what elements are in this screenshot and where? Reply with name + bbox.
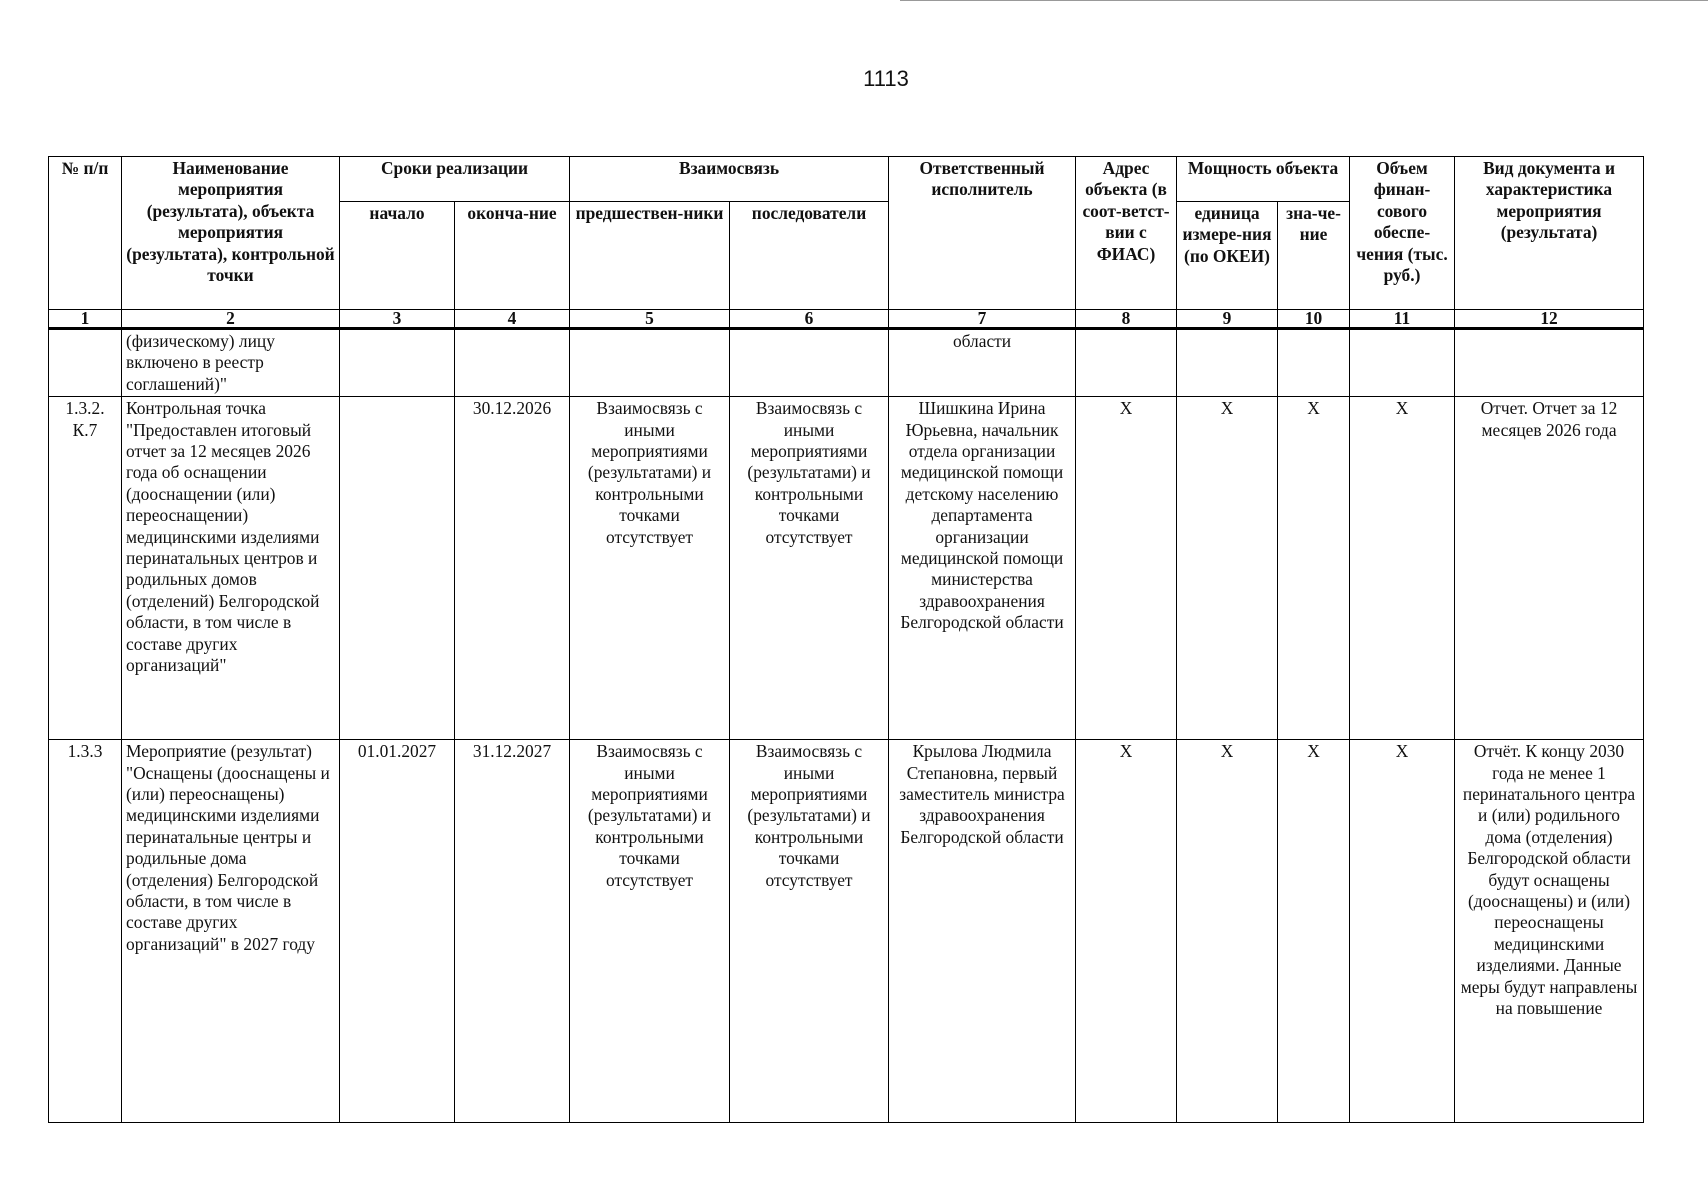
column-number: 4 xyxy=(455,310,570,329)
cell-unit xyxy=(1177,329,1278,397)
cell-responsible: области xyxy=(889,329,1076,397)
cell-name: (физическому) лицу включено в реестр соглашений)" xyxy=(122,329,340,397)
cell-num: 1.3.2. К.7 xyxy=(49,397,122,740)
cell-doc: Отчет. Отчет за 12 месяцев 2026 года xyxy=(1455,397,1644,740)
cell-prev: Взаимосвязь с иными мероприятиями (результатами) и контрольными точками отсутствует xyxy=(570,740,730,1123)
column-number: 7 xyxy=(889,310,1076,329)
cell-num xyxy=(49,329,122,397)
activity-plan-table xyxy=(48,156,1644,1123)
header-terms: Сроки реализации xyxy=(340,157,570,202)
column-number: 8 xyxy=(1076,310,1177,329)
scan-top-rule xyxy=(900,0,1708,1)
cell-start: 01.01.2027 xyxy=(340,740,455,1123)
header-relation-prev: предшествен-ники xyxy=(570,202,730,310)
cell-doc: Отчёт. К концу 2030 года не менее 1 перинатального центра и (или) родильного дома (отделения) Белгородской области будут оснащены (дооснащены) и (или) переоснащены медицинскими изделиями. Данные меры будут направлены на повышение xyxy=(1455,740,1644,1123)
cell-doc xyxy=(1455,329,1644,397)
table-row xyxy=(49,329,1644,397)
cell-value: X xyxy=(1278,397,1350,740)
column-number: 11 xyxy=(1350,310,1455,329)
header-doc: Вид документа и характеристика мероприятия (результата) xyxy=(1455,157,1644,310)
column-number: 12 xyxy=(1455,310,1644,329)
header-capacity-value: зна-че-ние xyxy=(1278,202,1350,310)
cell-financing: X xyxy=(1350,397,1455,740)
column-number: 10 xyxy=(1278,310,1350,329)
header-row xyxy=(49,157,1644,202)
column-number: 2 xyxy=(122,310,340,329)
header-name: Наименование мероприятия (результата), объекта мероприятия (результата), контрольной точки xyxy=(122,157,340,310)
cell-address: X xyxy=(1076,397,1177,740)
cell-address: X xyxy=(1076,740,1177,1123)
column-number: 5 xyxy=(570,310,730,329)
column-number: 9 xyxy=(1177,310,1278,329)
cell-name: Мероприятие (результат) "Оснащены (дооснащены и (или) переоснащены) медицинскими изделиями перинатальные центры и родильные дома (отделения) Белгородской области, в том числе в составе других организаций" в 2027 году xyxy=(122,740,340,1123)
column-number: 6 xyxy=(730,310,889,329)
header-capacity: Мощность объекта xyxy=(1177,157,1350,202)
cell-value: X xyxy=(1278,740,1350,1123)
cell-value xyxy=(1278,329,1350,397)
table-row xyxy=(49,740,1644,1123)
header-terms-end: оконча-ние xyxy=(455,202,570,310)
cell-prev xyxy=(570,329,730,397)
cell-prev: Взаимосвязь с иными мероприятиями (результатами) и контрольными точками отсутствует xyxy=(570,397,730,740)
cell-name: Контрольная точка "Предоставлен итоговый отчет за 12 месяцев 2026 года об оснащении (дооснащении (или) переоснащении) медицинскими изделиями перинатальных центров и родильных домов (отделений) Белгородской области, в том числе в составе других организаций" xyxy=(122,397,340,740)
table-row xyxy=(49,397,1644,740)
header-terms-start: начало xyxy=(340,202,455,310)
cell-start xyxy=(340,397,455,740)
header-responsible: Ответственный исполнитель xyxy=(889,157,1076,310)
cell-end xyxy=(455,329,570,397)
cell-end: 30.12.2026 xyxy=(455,397,570,740)
cell-financing: X xyxy=(1350,740,1455,1123)
cell-start xyxy=(340,329,455,397)
header-relation: Взаимосвязь xyxy=(570,157,889,202)
cell-address xyxy=(1076,329,1177,397)
cell-end: 31.12.2027 xyxy=(455,740,570,1123)
cell-next: Взаимосвязь с иными мероприятиями (результатами) и контрольными точками отсутствует xyxy=(730,397,889,740)
cell-responsible: Шишкина Ирина Юрьевна, начальник отдела организации медицинской помощи детскому населению департамента организации медицинской помощи министерства здравоохранения Белгородской области xyxy=(889,397,1076,740)
header-num: № п/п xyxy=(49,157,122,310)
header-address: Адрес объекта (в соот-ветст-вии с ФИАС) xyxy=(1076,157,1177,310)
header-financing: Объем финан-сового обеспе-чения (тыс. руб.) xyxy=(1350,157,1455,310)
column-number: 1 xyxy=(49,310,122,329)
page-number: 1113 xyxy=(863,66,909,91)
cell-responsible: Крылова Людмила Степановна, первый заместитель министра здравоохранения Белгородской области xyxy=(889,740,1076,1123)
column-number-row xyxy=(49,310,1644,329)
cell-num: 1.3.3 xyxy=(49,740,122,1123)
column-number: 3 xyxy=(340,310,455,329)
cell-next xyxy=(730,329,889,397)
cell-next: Взаимосвязь с иными мероприятиями (результатами) и контрольными точками отсутствует xyxy=(730,740,889,1123)
header-relation-next: последователи xyxy=(730,202,889,310)
cell-financing xyxy=(1350,329,1455,397)
cell-unit: X xyxy=(1177,397,1278,740)
cell-unit: X xyxy=(1177,740,1278,1123)
header-capacity-unit: единица измере-ния (по ОКЕИ) xyxy=(1177,202,1278,310)
